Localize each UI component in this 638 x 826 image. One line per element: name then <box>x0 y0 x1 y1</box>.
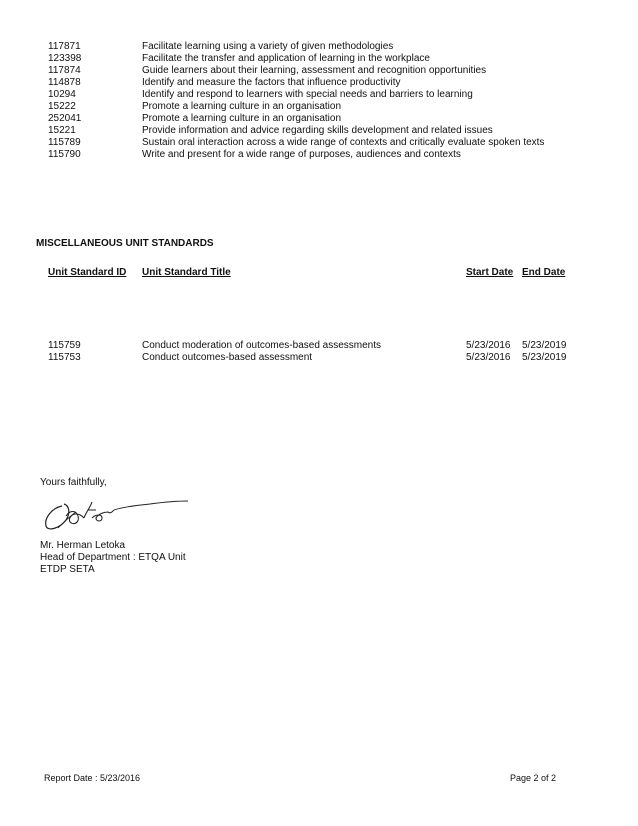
unit-standard-title: Provide information and advice regarding skills development and related issues <box>142 125 493 136</box>
unit-standard-title: Facilitate the transfer and application of learning in the workplace <box>142 53 430 64</box>
unit-standard-title: Conduct outcomes-based assessment <box>142 352 313 363</box>
start-date: 5/23/2016 <box>466 352 511 363</box>
column-header-title: Unit Standard Title <box>142 267 231 278</box>
salutation: Yours faithfully, <box>40 477 107 488</box>
report-date: Report Date : 5/23/2016 <box>44 773 141 783</box>
unit-standard-id: 10294 <box>48 89 76 100</box>
column-header-end-date: End Date <box>522 267 566 278</box>
unit-standard-id: 115789 <box>48 137 81 148</box>
unit-standard-id: 15221 <box>48 125 76 136</box>
unit-standard-id: 115759 <box>48 340 81 351</box>
unit-standard-id: 117874 <box>48 65 81 76</box>
unit-standard-title: Guide learners about their learning, assessment and recognition opportunities <box>142 65 487 76</box>
end-date: 5/23/2019 <box>522 340 567 351</box>
signatory-name: Mr. Herman Letoka <box>40 540 126 551</box>
unit-standard-title: Identify and measure the factors that influence productivity <box>142 77 401 88</box>
unit-standard-id: 114878 <box>48 77 81 88</box>
unit-standard-title: Promote a learning culture in an organisation <box>142 113 342 124</box>
page-number: Page 2 of 2 <box>510 773 557 783</box>
unit-standard-id: 115790 <box>48 149 81 160</box>
signatory-organisation: ETDP SETA <box>40 564 95 575</box>
unit-standard-title: Write and present for a wide range of purposes, audiences and contexts <box>142 149 461 160</box>
signatory-position: Head of Department : ETQA Unit <box>40 552 186 563</box>
column-header-id: Unit Standard ID <box>48 267 127 278</box>
unit-standard-title: Sustain oral interaction across a wide range of contexts and critically evaluate spoken texts <box>142 137 545 148</box>
unit-standard-title: Promote a learning culture in an organisation <box>142 101 342 112</box>
unit-standard-id: 115753 <box>48 352 81 363</box>
unit-standard-title: Conduct moderation of outcomes-based assessments <box>142 340 382 351</box>
section-heading: MISCELLANEOUS UNIT STANDARDS <box>36 238 214 249</box>
end-date: 5/23/2019 <box>522 352 567 363</box>
column-header-start-date: Start Date <box>466 267 514 278</box>
unit-standard-id: 117871 <box>48 41 81 52</box>
unit-standard-id: 15222 <box>48 101 76 112</box>
unit-standard-id: 123398 <box>48 53 82 64</box>
unit-standard-title: Identify and respond to learners with special needs and barriers to learning <box>142 89 473 100</box>
unit-standard-id: 252041 <box>48 113 82 124</box>
signature-image <box>40 488 190 536</box>
start-date: 5/23/2016 <box>466 340 511 351</box>
unit-standard-title: Facilitate learning using a variety of given methodologies <box>142 41 394 52</box>
